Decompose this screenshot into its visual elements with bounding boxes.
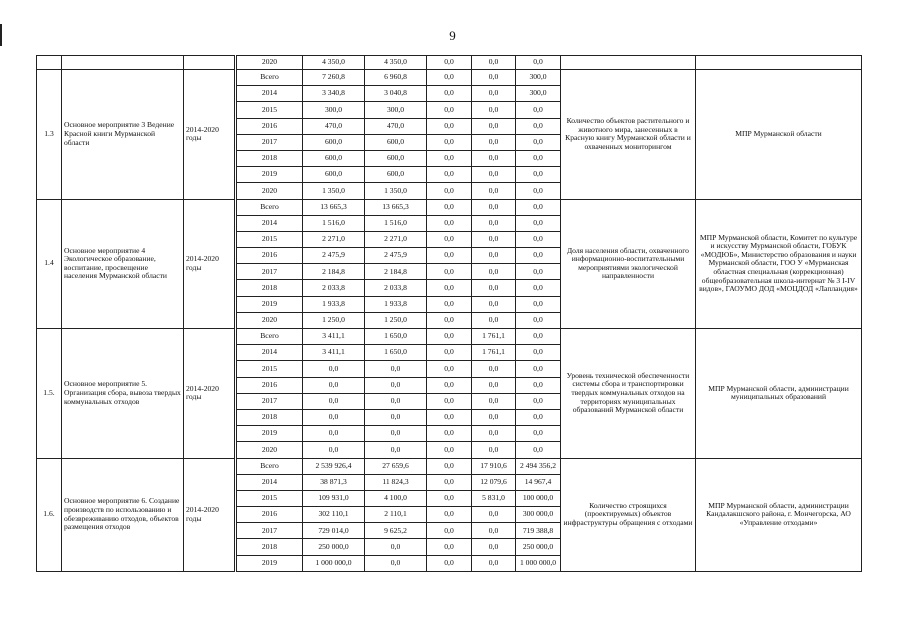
amount-cell: 0,0 xyxy=(427,102,472,118)
amount-cell: 0,0 xyxy=(472,118,516,134)
amount-cell: 0,0 xyxy=(427,361,472,377)
amount-cell: 0,0 xyxy=(427,474,472,490)
amount-cell: 729 014,0 xyxy=(303,523,365,539)
amount-cell: 0,0 xyxy=(427,539,472,555)
amount-cell: 300,0 xyxy=(516,86,561,102)
amount-cell: 0,0 xyxy=(516,296,561,312)
amount-cell: 2 475,9 xyxy=(365,248,427,264)
amount-cell: 302 110,1 xyxy=(303,507,365,523)
amount-cell: 0,0 xyxy=(427,296,472,312)
amount-cell: 0,0 xyxy=(427,393,472,409)
amount-cell: 0,0 xyxy=(472,442,516,458)
amount-cell: 0,0 xyxy=(427,329,472,345)
amount-cell: 2 184,8 xyxy=(365,264,427,280)
year-cell: 2018 xyxy=(236,280,303,296)
amount-cell: 0,0 xyxy=(472,199,516,215)
amount-cell: 0,0 xyxy=(427,118,472,134)
amount-cell: 1 000 000,0 xyxy=(516,555,561,571)
amount-cell: 0,0 xyxy=(516,215,561,231)
amount-cell: 0,0 xyxy=(303,377,365,393)
amount-cell: 27 659,6 xyxy=(365,458,427,474)
amount-cell: 0,0 xyxy=(516,312,561,328)
amount-cell: 600,0 xyxy=(303,150,365,166)
amount-cell: 2 271,0 xyxy=(365,231,427,247)
year-cell: 2020 xyxy=(236,183,303,199)
empty-cell xyxy=(561,56,696,70)
amount-cell: 0,0 xyxy=(472,296,516,312)
indicator-text: Количество строящихся (проектируемых) объектов инфраструктуры обращения с отходами xyxy=(561,458,696,571)
amount-cell: 0,0 xyxy=(365,555,427,571)
amount-cell: 600,0 xyxy=(365,150,427,166)
amount-cell: 0,0 xyxy=(472,312,516,328)
amount-cell: 0,0 xyxy=(516,118,561,134)
empty-cell xyxy=(62,56,184,70)
amount-cell: 0,0 xyxy=(427,199,472,215)
year-cell: 2020 xyxy=(236,312,303,328)
amount-cell: 2 184,8 xyxy=(303,264,365,280)
amount-cell: 0,0 xyxy=(516,264,561,280)
amount-cell: 0,0 xyxy=(516,345,561,361)
amount-cell: 0,0 xyxy=(427,345,472,361)
amount-cell: 0,0 xyxy=(472,523,516,539)
amount-cell: 1 650,0 xyxy=(365,345,427,361)
amount-cell: 0,0 xyxy=(427,523,472,539)
year-cell: 2014 xyxy=(236,215,303,231)
section-number: 1.4 xyxy=(37,199,62,329)
amount-cell: 7 260,8 xyxy=(303,70,365,86)
amount-cell: 0,0 xyxy=(516,426,561,442)
year-cell: 2014 xyxy=(236,86,303,102)
year-cell: 2016 xyxy=(236,248,303,264)
amount-cell: 11 824,3 xyxy=(365,474,427,490)
amount-cell: 0,0 xyxy=(472,183,516,199)
amount-cell: 2 033,8 xyxy=(303,280,365,296)
amount-cell: 0,0 xyxy=(472,393,516,409)
amount-cell: 0,0 xyxy=(516,329,561,345)
amount-cell: 2 475,9 xyxy=(303,248,365,264)
program-activities-table xyxy=(36,55,862,572)
amount-cell: 1 000 000,0 xyxy=(303,555,365,571)
amount-cell: 0,0 xyxy=(365,409,427,425)
year-cell: 2018 xyxy=(236,409,303,425)
amount-cell: 0,0 xyxy=(427,56,472,70)
empty-cell xyxy=(37,56,62,70)
amount-cell: 1 250,0 xyxy=(365,312,427,328)
amount-cell: 250 000,0 xyxy=(303,539,365,555)
table-row-continuation xyxy=(37,56,862,70)
empty-cell xyxy=(696,56,862,70)
section-number: 1.6. xyxy=(37,458,62,571)
executor-text: МПР Мурманской области xyxy=(696,70,862,200)
year-cell: Всего xyxy=(236,70,303,86)
amount-cell: 38 871,3 xyxy=(303,474,365,490)
amount-cell: 2 494 356,2 xyxy=(516,458,561,474)
amount-cell: 0,0 xyxy=(516,167,561,183)
amount-cell: 0,0 xyxy=(472,409,516,425)
amount-cell: 250 000,0 xyxy=(516,539,561,555)
amount-cell: 1 350,0 xyxy=(303,183,365,199)
amount-cell: 0,0 xyxy=(427,183,472,199)
year-cell: 2016 xyxy=(236,507,303,523)
amount-cell: 0,0 xyxy=(427,442,472,458)
amount-cell: 0,0 xyxy=(427,150,472,166)
amount-cell: 0,0 xyxy=(516,150,561,166)
amount-cell: 0,0 xyxy=(472,426,516,442)
amount-cell: 600,0 xyxy=(303,134,365,150)
amount-cell: 0,0 xyxy=(427,215,472,231)
amount-cell: 0,0 xyxy=(427,264,472,280)
year-cell: 2015 xyxy=(236,490,303,506)
activity-name: Основное мероприятие 6. Создание производств по использованию и обезвреживанию отходов, объектов размещения отходов xyxy=(62,458,184,571)
amount-cell: 0,0 xyxy=(303,409,365,425)
amount-cell: 0,0 xyxy=(427,426,472,442)
amount-cell: 0,0 xyxy=(427,555,472,571)
activity-period: 2014-2020 годы xyxy=(184,329,236,459)
year-cell: 2019 xyxy=(236,426,303,442)
amount-cell: 109 931,0 xyxy=(303,490,365,506)
amount-cell: 0,0 xyxy=(427,70,472,86)
amount-cell: 9 625,2 xyxy=(365,523,427,539)
year-cell: 2016 xyxy=(236,118,303,134)
amount-cell: 6 960,8 xyxy=(365,70,427,86)
amount-cell: 0,0 xyxy=(303,426,365,442)
amount-cell: 0,0 xyxy=(472,507,516,523)
amount-cell: 0,0 xyxy=(516,361,561,377)
amount-cell: 0,0 xyxy=(365,361,427,377)
executor-text: МПР Мурманской области, администрации муниципальных образований xyxy=(696,329,862,459)
year-cell: 2015 xyxy=(236,231,303,247)
amount-cell: 1 250,0 xyxy=(303,312,365,328)
amount-cell: 470,0 xyxy=(365,118,427,134)
amount-cell: 0,0 xyxy=(427,377,472,393)
amount-cell: 0,0 xyxy=(516,280,561,296)
year-cell: Всего xyxy=(236,329,303,345)
amount-cell: 0,0 xyxy=(427,507,472,523)
amount-cell: 3 411,1 xyxy=(303,329,365,345)
year-cell: 2020 xyxy=(236,56,303,70)
amount-cell: 0,0 xyxy=(472,377,516,393)
amount-cell: 300 000,0 xyxy=(516,507,561,523)
amount-cell: 0,0 xyxy=(427,280,472,296)
year-cell: 2015 xyxy=(236,361,303,377)
amount-cell: 0,0 xyxy=(427,231,472,247)
activity-name: Основное мероприятие 5. Организация сбора, вывоза твердых коммунальных отходов xyxy=(62,329,184,459)
amount-cell: 13 665,3 xyxy=(365,199,427,215)
amount-cell: 300,0 xyxy=(365,102,427,118)
amount-cell: 0,0 xyxy=(365,426,427,442)
activity-name: Основное мероприятие 3 Ведение Красной книги Мурманской области xyxy=(62,70,184,200)
empty-cell xyxy=(184,56,236,70)
amount-cell: 0,0 xyxy=(472,248,516,264)
amount-cell: 0,0 xyxy=(516,409,561,425)
table-row xyxy=(37,70,862,86)
amount-cell: 0,0 xyxy=(472,134,516,150)
amount-cell: 0,0 xyxy=(516,442,561,458)
amount-cell: 4 350,0 xyxy=(365,56,427,70)
activity-name: Основное мероприятие 4 Экологическое образование, воспитание, просвещение населения Мурманской области xyxy=(62,199,184,329)
table-row xyxy=(37,329,862,345)
executor-text: МПР Мурманской области, администрации Кандалакшского района, г. Мончегорска, АО «Управление отходами» xyxy=(696,458,862,571)
amount-cell: 600,0 xyxy=(365,134,427,150)
amount-cell: 0,0 xyxy=(472,539,516,555)
amount-cell: 600,0 xyxy=(303,167,365,183)
activity-period: 2014-2020 годы xyxy=(184,458,236,571)
amount-cell: 14 967,4 xyxy=(516,474,561,490)
amount-cell: 0,0 xyxy=(427,458,472,474)
amount-cell: 0,0 xyxy=(427,490,472,506)
amount-cell: 0,0 xyxy=(472,167,516,183)
amount-cell: 0,0 xyxy=(303,442,365,458)
amount-cell: 0,0 xyxy=(427,248,472,264)
amount-cell: 719 388,8 xyxy=(516,523,561,539)
amount-cell: 0,0 xyxy=(516,102,561,118)
amount-cell: 0,0 xyxy=(516,393,561,409)
amount-cell: 0,0 xyxy=(365,442,427,458)
amount-cell: 12 079,6 xyxy=(472,474,516,490)
amount-cell: 0,0 xyxy=(472,231,516,247)
amount-cell: 0,0 xyxy=(472,555,516,571)
amount-cell: 0,0 xyxy=(303,393,365,409)
activity-period: 2014-2020 годы xyxy=(184,199,236,329)
indicator-text: Доля населения области, охваченного информационно-воспитательными мероприятиями экологической направленности xyxy=(561,199,696,329)
amount-cell: 2 271,0 xyxy=(303,231,365,247)
amount-cell: 0,0 xyxy=(427,312,472,328)
amount-cell: 1 516,0 xyxy=(303,215,365,231)
amount-cell: 17 910,6 xyxy=(472,458,516,474)
amount-cell: 1 350,0 xyxy=(365,183,427,199)
amount-cell: 1 650,0 xyxy=(365,329,427,345)
indicator-text: Количество объектов растительного и животного мира, занесенных в Красную книгу Мурманской области и охваченных мониторингом xyxy=(561,70,696,200)
amount-cell: 0,0 xyxy=(472,56,516,70)
year-cell: Всего xyxy=(236,458,303,474)
amount-cell: 1 516,0 xyxy=(365,215,427,231)
section-number: 1.3 xyxy=(37,70,62,200)
year-cell: 2020 xyxy=(236,442,303,458)
year-cell: 2017 xyxy=(236,264,303,280)
year-cell: 2017 xyxy=(236,523,303,539)
amount-cell: 100 000,0 xyxy=(516,490,561,506)
year-cell: 2016 xyxy=(236,377,303,393)
amount-cell: 0,0 xyxy=(427,409,472,425)
year-cell: 2017 xyxy=(236,393,303,409)
year-cell: 2018 xyxy=(236,539,303,555)
amount-cell: 470,0 xyxy=(303,118,365,134)
amount-cell: 0,0 xyxy=(516,199,561,215)
section-number: 1.5. xyxy=(37,329,62,459)
amount-cell: 0,0 xyxy=(365,377,427,393)
amount-cell: 0,0 xyxy=(472,280,516,296)
amount-cell: 0,0 xyxy=(365,393,427,409)
amount-cell: 3 340,8 xyxy=(303,86,365,102)
executor-text: МПР Мурманской области, Комитет по культуре и искусству Мурманской области, ГОБУК «МОДЮБ», Министерство образования и науки Мурманской области, ГОО У «Мурманская областная специальная (коррекционная) общеобразовательная школа-интернат № 3 I-IV видов», ГАОУМО ДОД «МОЦДОД «Лапландия» xyxy=(696,199,862,329)
amount-cell: 2 033,8 xyxy=(365,280,427,296)
table-row xyxy=(37,458,862,474)
amount-cell: 0,0 xyxy=(516,231,561,247)
amount-cell: 0,0 xyxy=(472,215,516,231)
amount-cell: 4 350,0 xyxy=(303,56,365,70)
amount-cell: 0,0 xyxy=(427,134,472,150)
amount-cell: 0,0 xyxy=(472,150,516,166)
amount-cell: 0,0 xyxy=(427,167,472,183)
year-cell: Всего xyxy=(236,199,303,215)
year-cell: 2015 xyxy=(236,102,303,118)
year-cell: 2019 xyxy=(236,167,303,183)
amount-cell: 1 761,1 xyxy=(472,345,516,361)
amount-cell: 13 665,3 xyxy=(303,199,365,215)
amount-cell: 1 761,1 xyxy=(472,329,516,345)
amount-cell: 600,0 xyxy=(365,167,427,183)
year-cell: 2014 xyxy=(236,474,303,490)
amount-cell: 1 933,8 xyxy=(365,296,427,312)
year-cell: 2017 xyxy=(236,134,303,150)
amount-cell: 0,0 xyxy=(472,70,516,86)
indicator-text: Уровень технической обеспеченности системы сбора и транспортировки твердых коммунальных отходов на территориях муниципальных образований Мурманской области xyxy=(561,329,696,459)
amount-cell: 2 110,1 xyxy=(365,507,427,523)
amount-cell: 0,0 xyxy=(516,134,561,150)
amount-cell: 4 100,0 xyxy=(365,490,427,506)
amount-cell: 5 831,0 xyxy=(472,490,516,506)
amount-cell: 0,0 xyxy=(516,183,561,199)
year-cell: 2019 xyxy=(236,555,303,571)
amount-cell: 2 539 926,4 xyxy=(303,458,365,474)
amount-cell: 0,0 xyxy=(472,264,516,280)
amount-cell: 300,0 xyxy=(303,102,365,118)
amount-cell: 300,0 xyxy=(516,70,561,86)
year-cell: 2014 xyxy=(236,345,303,361)
amount-cell: 1 933,8 xyxy=(303,296,365,312)
amount-cell: 0,0 xyxy=(427,86,472,102)
page-number: 9 xyxy=(449,28,456,43)
amount-cell: 0,0 xyxy=(516,56,561,70)
amount-cell: 0,0 xyxy=(472,102,516,118)
amount-cell: 0,0 xyxy=(472,361,516,377)
amount-cell: 0,0 xyxy=(516,248,561,264)
amount-cell: 0,0 xyxy=(516,377,561,393)
amount-cell: 0,0 xyxy=(303,361,365,377)
amount-cell: 0,0 xyxy=(365,539,427,555)
year-cell: 2018 xyxy=(236,150,303,166)
activity-period: 2014-2020 годы xyxy=(184,70,236,200)
table-row xyxy=(37,199,862,215)
amount-cell: 0,0 xyxy=(472,86,516,102)
year-cell: 2019 xyxy=(236,296,303,312)
amount-cell: 3 411,1 xyxy=(303,345,365,361)
amount-cell: 3 040,8 xyxy=(365,86,427,102)
